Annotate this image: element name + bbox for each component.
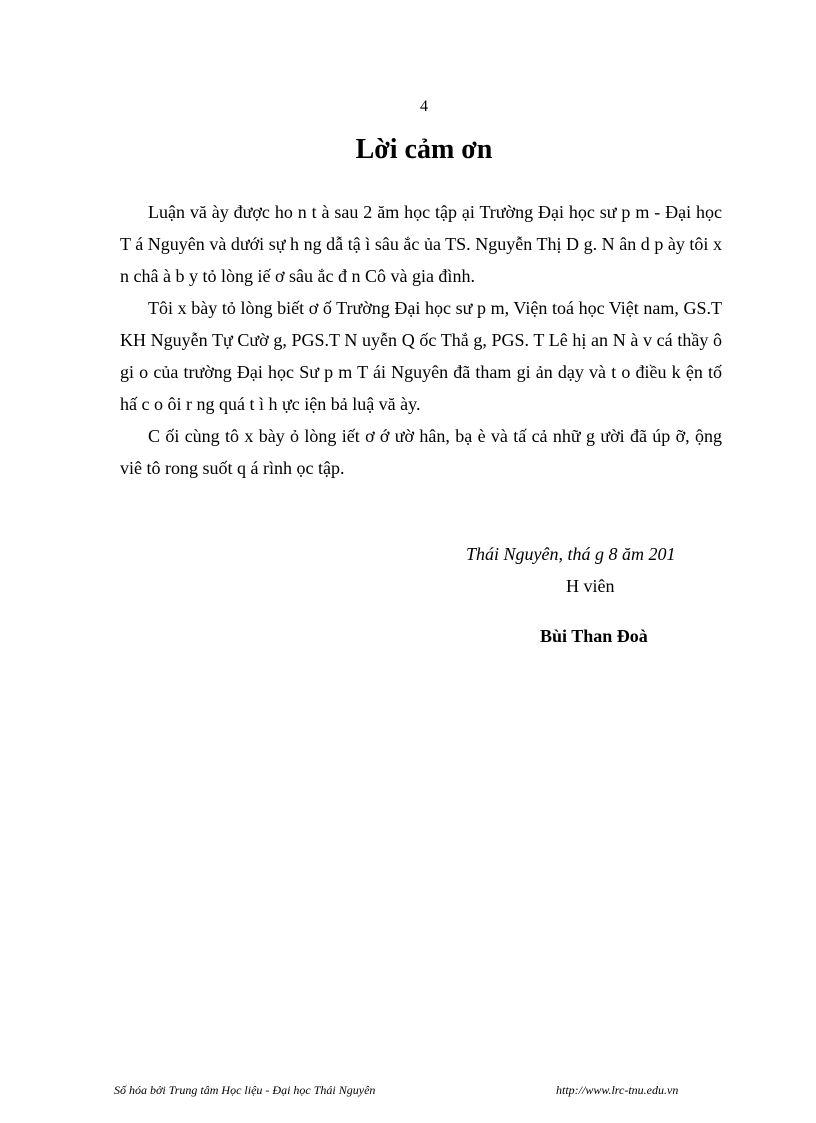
signature-place-date: Thái Nguyên, thá g 8 ăm 201 (466, 544, 676, 564)
page-number: 4 (420, 98, 428, 115)
footer-source: Số hóa bởi Trung tâm Học liệu - Đại học Thái Nguyên (114, 1083, 376, 1097)
signature-role: H viên (566, 576, 615, 596)
paragraph: Luận vă ày được ho n t à sau 2 ăm học tập ại Trường Đại học sư p m - Đại học T á Nguyên và dưới sự h ng dẫ tậ ì sâu ắc ủa TS. Nguyễn Thị D g. N ân d p ày tôi x n châ à b y tỏ lòng iế ơ sâu ắc đ n Cô và gia đình. (120, 202, 722, 286)
footer-url: http://www.lrc-tnu.edu.vn (556, 1083, 679, 1097)
paragraph: C ối cùng tô x bày ỏ lòng iết ơ ớ ườ hân, bạ è và tấ cả nhữ g ười đã úp ỡ, ộng viê tô rong suốt q á rình ọc tập. (120, 426, 722, 478)
acknowledgement-body (120, 196, 722, 484)
paragraph: Tôi x bày tỏ lòng biết ơ ố Trường Đại học sư p m, Viện toá học Việt nam, GS.T KH Nguyễn Tự Cườ g, PGS.T N uyễn Q ốc Thắ g, PGS. T Lê hị an N à v cá thầy ô gi o của trường Đại học Sư p m T ái Nguyên đã tham gi ản dạy và t o điều k ện tố hấ c o ôi r ng quá t ì h ực iện bả luậ vă ày. (120, 298, 722, 414)
signature-name: Bùi Than Đoà (540, 626, 648, 646)
page-title: Lời cảm ơn (355, 134, 493, 165)
